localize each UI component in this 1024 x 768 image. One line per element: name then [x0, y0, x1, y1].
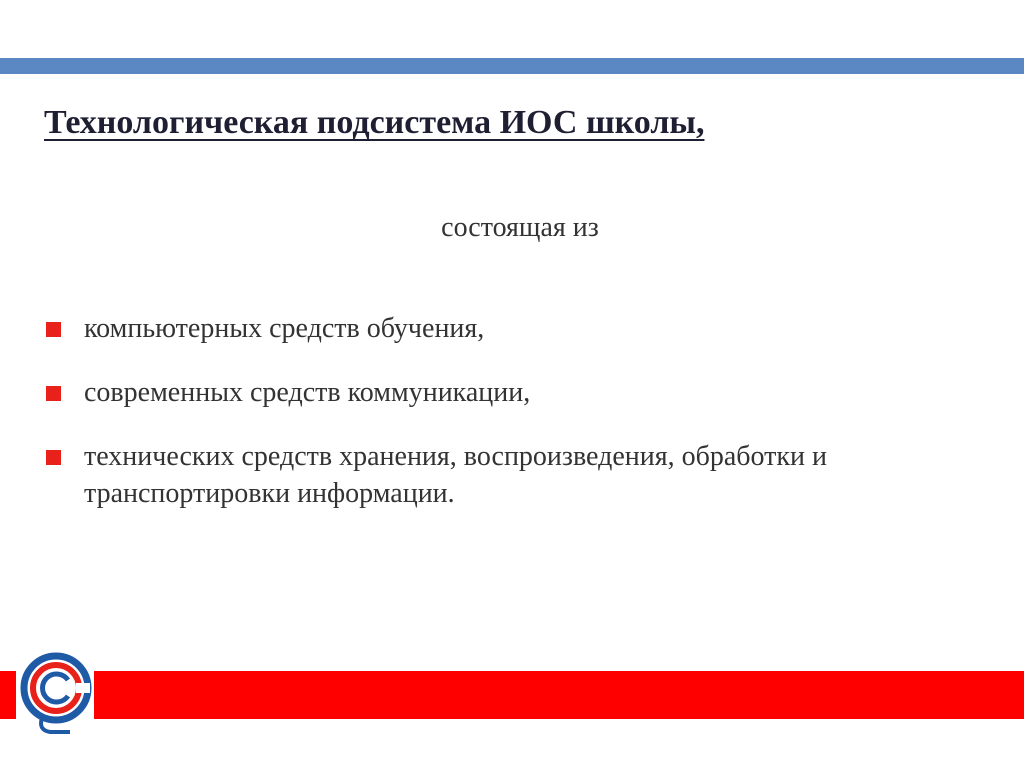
bottom-accent-bar [0, 671, 1024, 719]
list-item [44, 438, 1004, 512]
top-accent-bar [0, 58, 1024, 74]
slide-subtitle: состоящая из [441, 212, 599, 243]
red-square-bullet-icon [46, 450, 61, 465]
red-square-bullet-icon [46, 322, 61, 337]
bullet-text: технических средств хранения, воспроизведения, обработки и транспортировки информации. [84, 441, 827, 509]
red-square-bullet-icon [46, 386, 61, 401]
logo [16, 650, 94, 736]
list-item [44, 374, 1004, 411]
bullet-text: компьютерных средств обучения, [84, 313, 485, 344]
bullet-list [44, 310, 1004, 539]
list-item [44, 310, 1004, 347]
bullet-text: современных средств коммуникации, [84, 377, 531, 408]
circular-emblem-logo-icon [16, 650, 94, 736]
slide-title: Технологическая подсистема ИОС школы, [44, 104, 705, 141]
